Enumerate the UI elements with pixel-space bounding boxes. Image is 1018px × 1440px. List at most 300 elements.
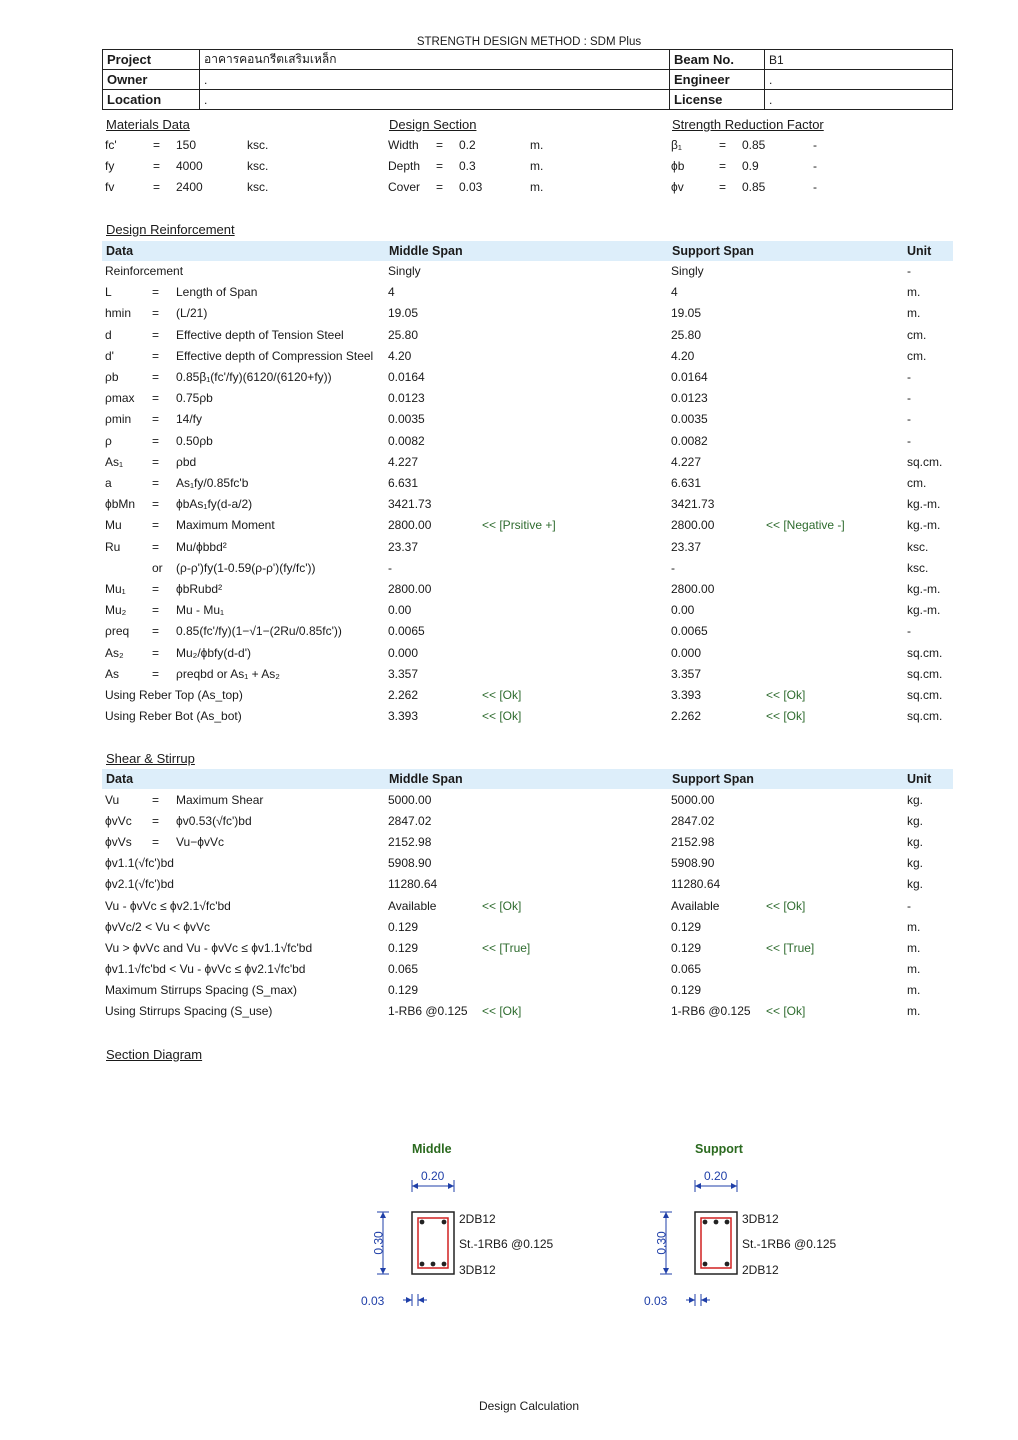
row-description: ϕbAs₁fy(d-a/2) (176, 497, 253, 512)
row-description: As₁fy/0.85fc'b (176, 476, 249, 490)
support-value: 0.00 (671, 603, 695, 618)
reduction-unit: - (813, 138, 817, 152)
row-operator: = (152, 285, 160, 300)
engineer-value: . (765, 70, 953, 90)
reinforcement-row (0, 709, 1018, 729)
shear-row (0, 856, 1018, 876)
reinforcement-row (0, 370, 1018, 390)
support-stirrup-label: St.-1RB6 @0.125 (742, 1237, 837, 1251)
reinforcement-row (0, 582, 1018, 602)
cover-arrow (689, 1297, 695, 1303)
materials-eq: = (153, 180, 161, 194)
materials-unit: ksc. (247, 180, 269, 194)
row-unit: sq.cm. (907, 688, 943, 702)
middle-value: 5000.00 (388, 793, 432, 807)
row-symbol: ϕv1.1(√fc')bd (105, 856, 174, 871)
row-description: ϕbRubd² (176, 582, 223, 596)
support-note: << [Ok] (766, 709, 806, 724)
rebar-dot (725, 1262, 730, 1267)
support-value: 3.393 (671, 688, 702, 702)
row-description: ϕv0.53(√fc')bd (176, 814, 252, 829)
width-arrow (412, 1183, 418, 1189)
middle-value: 0.0065 (388, 624, 425, 639)
row-symbol: ϕv2.1(√fc')bd (105, 877, 174, 892)
row-unit: - (907, 264, 911, 278)
middle-note: << [Ok] (482, 709, 522, 724)
rebar-dot (725, 1220, 730, 1225)
reinforcement-heading: Design Reinforcement (106, 222, 235, 237)
materials-unit: ksc. (247, 138, 269, 152)
row-operator: = (152, 306, 160, 321)
row-operator: = (152, 348, 160, 363)
support-value: 0.0123 (671, 391, 708, 406)
depth-arrow (663, 1212, 669, 1218)
middle-value: 11280.64 (388, 877, 438, 892)
middle-value: 2152.98 (388, 835, 432, 850)
row-unit: kg. (907, 835, 924, 850)
support-value: 0.0035 (671, 412, 708, 427)
row-description: Vu−ϕvVc (176, 835, 224, 850)
shear-row (0, 983, 1018, 1003)
reinforcement-row (0, 624, 1018, 644)
design_section-eq: = (436, 159, 444, 173)
row-unit: - (907, 433, 911, 448)
row-unit: - (907, 391, 911, 406)
middle-note: << [Ok] (482, 1004, 522, 1018)
reinforcement-row (0, 391, 1018, 411)
beam-label: Beam No. (670, 50, 765, 70)
support-value: 2847.02 (671, 814, 715, 829)
row-operator: = (152, 412, 160, 427)
depth-arrow (663, 1268, 669, 1274)
middle-value: 4 (388, 285, 395, 300)
middle-diagram-label: Middle (412, 1142, 452, 1156)
row-operator: = (152, 433, 160, 448)
row-unit: sq.cm. (907, 709, 943, 724)
materials-unit: ksc. (247, 159, 269, 173)
shear-header-band (102, 769, 953, 789)
row-symbol: As₁ (105, 454, 124, 469)
middle-value: 19.05 (388, 306, 419, 321)
support-bottom-bars-label: 2DB12 (742, 1263, 779, 1277)
reduction-sym: ϕv (671, 180, 684, 194)
row-symbol: Reinforcement (105, 264, 184, 278)
row-symbol: d' (105, 348, 114, 363)
row-unit: m. (907, 1004, 921, 1018)
row-unit: - (907, 624, 911, 639)
shear-row (0, 835, 1018, 855)
reduction-sym: ϕb (671, 159, 685, 173)
row-symbol: ϕvVc/2 < Vu < ϕvVc (105, 919, 211, 934)
support-value: Available (671, 898, 720, 913)
support-value: 0.065 (671, 961, 702, 976)
reinf-col-unit: Unit (907, 244, 932, 258)
support-cover-label: 0.03 (644, 1294, 668, 1308)
shear-col-support: Support Span (672, 772, 754, 786)
row-operator: = (152, 327, 160, 342)
middle-value: 0.0164 (388, 370, 425, 384)
shear-row (0, 962, 1018, 982)
page-title: STRENGTH DESIGN METHOD : SDM Plus (416, 36, 642, 48)
middle-value: Available (388, 898, 437, 913)
middle-value: 0.129 (388, 919, 419, 934)
middle-note: << [Prsitive +] (482, 518, 556, 533)
row-symbol: Mu (105, 518, 122, 533)
row-unit: kg. (907, 814, 924, 829)
support-value: 1-RB6 @0.125 (671, 1004, 751, 1018)
support-diagram-label: Support (695, 1142, 743, 1156)
width-arrow (731, 1183, 737, 1189)
middle-value: 4.20 (388, 348, 412, 363)
support-note: << [Negative -] (766, 518, 845, 533)
row-symbol: Using Reber Bot (As_bot) (105, 709, 242, 724)
row-description: Mu - Mu₁ (176, 603, 225, 618)
design_section-sym: Cover (388, 180, 421, 194)
row-symbol: ϕvVc (105, 814, 132, 829)
design_section-sym: Width (388, 138, 419, 152)
design_section-value: 0.03 (459, 180, 483, 194)
row-symbol: Ru (105, 539, 121, 554)
row-description: Mu₂/ϕbfy(d-d') (176, 645, 252, 660)
rebar-dot (703, 1262, 708, 1267)
reinforcement-row (0, 688, 1018, 708)
license-value: . (765, 90, 953, 110)
row-symbol: ρb (105, 370, 119, 384)
middle-value: 3.357 (388, 666, 419, 681)
row-description: 0.85β₁(fc'/fy)(6120/(6120+fy)) (176, 370, 332, 384)
row-operator: = (152, 539, 160, 554)
middle-value: 5908.90 (388, 856, 432, 871)
support-value: 23.37 (671, 539, 702, 554)
row-unit: ksc. (907, 560, 929, 575)
row-symbol: Mu₂ (105, 603, 127, 618)
support-section-drawing (650, 1172, 740, 1312)
row-symbol: ρmax (105, 391, 135, 406)
row-symbol: Using Stirrups Spacing (S_use) (105, 1004, 273, 1018)
reduction-value: 0.85 (742, 180, 766, 194)
row-description: 14/fy (176, 412, 203, 427)
row-unit: cm. (907, 476, 927, 490)
project-label: Project (103, 50, 200, 70)
middle-section-drawing (367, 1172, 457, 1312)
row-symbol: ρreq (105, 624, 130, 639)
reinforcement-row (0, 518, 1018, 538)
reinforcement-row (0, 306, 1018, 326)
row-unit: - (907, 370, 911, 384)
reduction-value: 0.9 (742, 159, 759, 173)
depth-arrow (380, 1268, 386, 1274)
row-symbol: ϕv1.1√fc'bd < Vu - ϕvVc ≤ ϕv2.1√fc'bd (105, 961, 306, 976)
row-operator: = (152, 370, 160, 384)
design_section-unit: m. (530, 138, 544, 152)
location-value: . (200, 90, 670, 110)
reinforcement-header-band (102, 241, 953, 261)
footer-text: Design Calculation (478, 1399, 580, 1413)
row-unit: sq.cm. (907, 645, 943, 660)
middle-value: 1-RB6 @0.125 (388, 1004, 468, 1018)
materials-sym: fy (105, 159, 115, 173)
support-value: 6.631 (671, 476, 702, 490)
row-symbol: Mu₁ (105, 582, 126, 596)
row-description: ρreqbd or As₁ + As₂ (176, 666, 280, 681)
reinforcement-row (0, 476, 1018, 496)
row-symbol: ρmin (105, 412, 132, 427)
middle-value: 25.80 (388, 327, 419, 342)
support-value: 0.129 (671, 982, 702, 997)
rebar-dot (442, 1220, 447, 1225)
shear-col-unit: Unit (907, 772, 932, 786)
reinf-col-middle: Middle Span (389, 244, 463, 258)
width-arrow (695, 1183, 701, 1189)
shear-row (0, 920, 1018, 940)
row-description: Maximum Moment (176, 518, 275, 533)
row-unit: kg. (907, 856, 924, 871)
shear-row (0, 1004, 1018, 1024)
shear-row (0, 793, 1018, 813)
design_section-eq: = (436, 180, 444, 194)
support-value: 0.129 (671, 940, 702, 955)
materials-heading: Materials Data (106, 117, 190, 132)
row-unit: kg. (907, 793, 924, 807)
support-value: 19.05 (671, 306, 702, 321)
middle-value: 3.393 (388, 709, 419, 724)
middle-value: - (388, 560, 392, 575)
support-value: 5000.00 (671, 793, 715, 807)
middle-value: 3421.73 (388, 497, 432, 512)
reduction-value: 0.85 (742, 138, 766, 152)
row-description: Mu/ϕbbd² (176, 539, 227, 554)
shear-col-data: Data (106, 772, 134, 786)
row-symbol: ϕvVs (105, 835, 132, 850)
support-value: 3421.73 (671, 497, 715, 512)
reduction-sym: β₁ (671, 138, 682, 152)
support-top-bars-label: 3DB12 (742, 1212, 779, 1226)
middle-value: 2800.00 (388, 582, 432, 596)
middle-value: 2800.00 (388, 518, 432, 533)
row-unit: kg.-m. (907, 603, 941, 618)
support-value: 2800.00 (671, 518, 715, 533)
shear-row (0, 877, 1018, 897)
row-description: ρbd (176, 454, 197, 469)
row-unit: m. (907, 940, 921, 955)
design-section-heading: Design Section (389, 117, 477, 132)
reinforcement-row (0, 328, 1018, 348)
reinforcement-row (0, 434, 1018, 454)
support-note: << [True] (766, 940, 815, 955)
row-unit: m. (907, 961, 921, 976)
materials-eq: = (153, 159, 161, 173)
reinforcement-row (0, 540, 1018, 560)
license-label: License (670, 90, 765, 110)
row-unit: sq.cm. (907, 454, 943, 469)
materials-sym: fv (105, 180, 115, 194)
middle-value: 0.0035 (388, 412, 425, 427)
row-operator: or (152, 560, 163, 575)
row-symbol: Vu (105, 793, 120, 807)
middle-top-bars-label: 2DB12 (459, 1212, 496, 1226)
row-description: Effective depth of Compression Steel (176, 348, 374, 363)
row-symbol: hmin (105, 306, 132, 321)
project-header-table (102, 49, 953, 110)
middle-value: 4.227 (388, 454, 419, 469)
middle-width-label: 0.20 (421, 1169, 445, 1183)
reinf-col-data: Data (106, 244, 134, 258)
support-value: - (671, 560, 675, 575)
row-description: Length of Span (176, 285, 258, 300)
support-width-label: 0.20 (704, 1169, 728, 1183)
middle-note: << [True] (482, 940, 531, 955)
design_section-eq: = (436, 138, 444, 152)
row-unit: kg.-m. (907, 582, 941, 596)
design_section-value: 0.3 (459, 159, 476, 173)
rebar-dot (703, 1220, 708, 1225)
reinforcement-row (0, 455, 1018, 475)
row-operator: = (152, 835, 160, 850)
row-unit: m. (907, 306, 921, 321)
support-value: 4.227 (671, 454, 702, 469)
shear-heading: Shear & Stirrup (106, 751, 195, 766)
reinforcement-row (0, 264, 1018, 284)
row-description: Maximum Shear (176, 793, 264, 807)
support-value: 2152.98 (671, 835, 715, 850)
rebar-dot (420, 1262, 425, 1267)
row-operator: = (152, 582, 160, 596)
middle-value: 2.262 (388, 688, 419, 702)
row-operator: = (152, 666, 160, 681)
row-symbol: L (105, 285, 112, 300)
middle-value: 0.065 (388, 961, 419, 976)
cover-arrow (406, 1297, 412, 1303)
row-unit: m. (907, 982, 921, 997)
beam-value: B1 (765, 50, 953, 70)
middle-note: << [Ok] (482, 688, 522, 702)
reduction-eq: = (719, 159, 727, 173)
middle-value: 0.0123 (388, 391, 425, 406)
reduction-heading: Strength Reduction Factor (672, 117, 824, 132)
row-description: Effective depth of Tension Steel (176, 327, 344, 342)
reduction-eq: = (719, 138, 727, 152)
middle-value: 0.129 (388, 982, 419, 997)
support-value: 11280.64 (671, 877, 721, 892)
support-value: 25.80 (671, 327, 702, 342)
row-symbol: Using Reber Top (As_top) (105, 688, 243, 702)
middle-value: 2847.02 (388, 814, 432, 829)
middle-value: 0.129 (388, 940, 419, 955)
row-symbol: Vu > ϕvVc and Vu - ϕvVc ≤ ϕv1.1√fc'bd (105, 940, 313, 955)
middle-value: Singly (388, 264, 421, 278)
row-unit: - (907, 898, 911, 913)
row-unit: m. (907, 919, 921, 934)
shear-row (0, 899, 1018, 919)
reinforcement-row (0, 349, 1018, 369)
row-symbol: As (105, 666, 120, 681)
materials-eq: = (153, 138, 161, 152)
reinf-col-support: Support Span (672, 244, 754, 258)
support-value: 3.357 (671, 666, 702, 681)
row-operator: = (152, 476, 160, 490)
reduction-eq: = (719, 180, 727, 194)
middle-value: 6.631 (388, 476, 419, 490)
design_section-unit: m. (530, 159, 544, 173)
depth-arrow (380, 1212, 386, 1218)
row-operator: = (152, 497, 160, 512)
design_section-unit: m. (530, 180, 544, 194)
row-operator: = (152, 814, 160, 829)
rebar-dot (420, 1220, 425, 1225)
engineer-label: Engineer (670, 70, 765, 90)
row-unit: ksc. (907, 539, 929, 554)
middle-note: << [Ok] (482, 898, 522, 913)
row-description: 0.50ρb (176, 433, 213, 448)
row-unit: cm. (907, 327, 927, 342)
project-value: อาคารคอนกรีตเสริมเหล็ก (200, 50, 670, 70)
middle-value: 23.37 (388, 539, 419, 554)
support-value: 0.0065 (671, 624, 708, 639)
row-unit: kg.-m. (907, 497, 941, 512)
row-description: 0.85(fc'/fy)(1−√1−(2Ru/0.85fc')) (176, 624, 342, 639)
support-value: 0.000 (671, 645, 702, 660)
row-unit: sq.cm. (907, 666, 943, 681)
row-symbol: d (105, 327, 112, 342)
row-operator: = (152, 391, 160, 406)
row-symbol: As₂ (105, 645, 124, 660)
row-symbol: a (105, 476, 112, 490)
reduction-unit: - (813, 180, 817, 194)
support-value: 5908.90 (671, 856, 715, 871)
row-description: 0.75ρb (176, 391, 213, 406)
rebar-dot (442, 1262, 447, 1267)
reinforcement-row (0, 561, 1018, 581)
row-operator: = (152, 645, 160, 660)
support-note: << [Ok] (766, 1004, 806, 1018)
support-value: 0.0082 (671, 433, 708, 448)
rebar-dot (714, 1220, 719, 1225)
middle-value: 0.0082 (388, 433, 425, 448)
materials-value: 150 (176, 138, 197, 152)
support-value: 0.0164 (671, 370, 708, 384)
support-depth-label: 0.30 (654, 1231, 669, 1255)
owner-value: . (200, 70, 670, 90)
row-unit: m. (907, 285, 921, 300)
reinforcement-row (0, 285, 1018, 305)
support-value: Singly (671, 264, 704, 278)
middle-bottom-bars-label: 3DB12 (459, 1263, 496, 1277)
row-operator: = (152, 454, 160, 469)
row-unit: kg.-m. (907, 518, 941, 533)
support-value: 2800.00 (671, 582, 715, 596)
row-operator: = (152, 518, 160, 533)
location-label: Location (103, 90, 200, 110)
rebar-dot (431, 1262, 436, 1267)
support-note: << [Ok] (766, 688, 806, 702)
row-symbol: ρ (105, 433, 112, 448)
reinforcement-row (0, 646, 1018, 666)
materials-sym: fc' (105, 138, 117, 152)
row-description: (ρ-ρ')fy(1-0.59(ρ-ρ')(fy/fc')) (176, 560, 316, 575)
materials-value: 4000 (176, 159, 203, 173)
support-value: 0.129 (671, 919, 702, 934)
shear-col-middle: Middle Span (389, 772, 463, 786)
support-note: << [Ok] (766, 898, 806, 913)
reduction-unit: - (813, 159, 817, 173)
row-operator: = (152, 624, 160, 639)
row-unit: - (907, 412, 911, 427)
row-symbol: Maximum Stirrups Spacing (S_max) (105, 982, 298, 997)
owner-label: Owner (103, 70, 200, 90)
shear-row (0, 814, 1018, 834)
middle-value: 0.00 (388, 603, 412, 618)
row-symbol: ϕbMn (105, 497, 136, 512)
